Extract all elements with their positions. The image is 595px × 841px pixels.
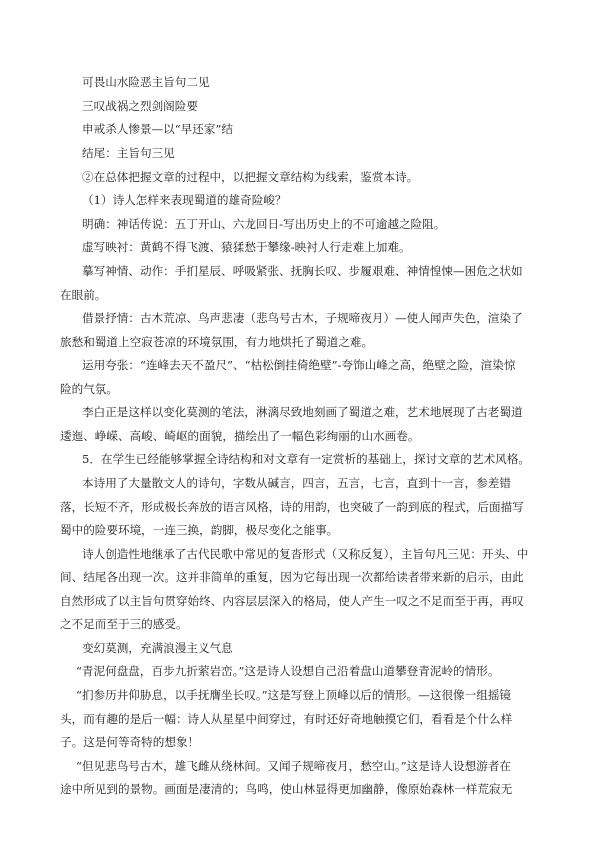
text-line: 诗人创造性地继承了古代民歌中常见的复沓形式（又称反复），主旨句凡三见：开头、中 xyxy=(82,547,529,561)
text-line: ②在总体把握文章的过程中，以把握文章结构为线索，鉴赏本诗。 xyxy=(82,170,419,184)
text-line: “青泥何盘盘，百步九折萦岩峦。”这是诗人设想自己沿着盘山道攀登青泥岭的情形。 xyxy=(76,664,500,678)
text-line: 蜀中的险要环境，一连三换，韵脚，极尽变化之能事。 xyxy=(60,523,339,537)
text-line: 虚写映衬：黄鹤不得飞渡、猿猱愁于攀缘-映衬人行走难上加难。 xyxy=(82,240,411,254)
text-line: 结尾：主旨句三见 xyxy=(82,146,175,160)
text-line: “扪参历井仰胁息，以手抚膺坐长叹。”这是写登上顶峰以后的情形。—这很像一组摇镜 xyxy=(76,688,512,702)
text-line: 险的气氛。 xyxy=(60,382,118,396)
text-line: 5．在学生已经能够掌握全诗结构和对文章有一定赏析的基础上，探讨文章的艺术风格。 xyxy=(82,452,530,466)
text-line: 旅愁和蜀道上空寂苍凉的环境氛围，有力地烘托了蜀道之难。 xyxy=(60,335,374,349)
text-line: 李白正是这样以变化莫测的笔法，淋漓尽致地刻画了蜀道之难，艺术地展现了古老蜀道 xyxy=(82,405,523,419)
text-line: 自然形成了以主旨句贯穿始终、内容层层深入的格局，使人产生一叹之不足而至于再，再叹 xyxy=(60,594,524,608)
text-line: 途中所见到的景物。画面是凄清的；鸟鸣，使山林显得更加幽静，像原始森林一样荒寂无 xyxy=(60,782,513,796)
text-line: 可畏山水险恶主旨句二见 xyxy=(82,75,210,89)
text-line: 逶迤、峥嵘、高峻、崎岖的面貌，描绘出了一幅色彩绚丽的山水画卷。 xyxy=(60,429,420,443)
text-line: 在眼前。 xyxy=(60,288,107,302)
text-line: 借景抒情：古木荒凉、鸟声悲凄（悲鸟号古木，子规啼夜月）—使人闻声失色，渲染了 xyxy=(82,311,523,325)
text-line: 本诗用了大量散文人的诗句，字数从碱言，四言，五言，七言，直到十一言，参差错 xyxy=(82,476,511,490)
text-line: 间、结尾各出现一次。这并非简单的重复，因为它每出现一次都给读者带来新的启示，由此 xyxy=(60,570,524,584)
text-line: 子。这是何等奇特的想象！ xyxy=(60,735,200,749)
text-line: 三叹战祸之烈剑阁险要 xyxy=(82,99,198,113)
text-line: 明确：神话传说：五丁开山、六龙回日-写出历史上的不可逾越之险阻。 xyxy=(82,217,446,231)
text-line: 运用夸张：“连峰去天不盈尺”、“枯松倒挂倚绝壁”-夸饰山峰之高，绝壁之险，渲染惊 xyxy=(82,358,516,372)
text-line: （1）诗人怎样来表现蜀道的雄奇险峻？ xyxy=(82,193,287,207)
text-line: 摹写神情、动作：手扪星辰、呼吸紧张、抚胸长叹、步履艰难、神情惶悚—困危之状如 xyxy=(82,264,523,278)
text-line: “但见悲鸟号古木，雄飞雌从绕林间。又闻子规啼夜月，愁空山。”这是诗人设想游者在 xyxy=(76,759,512,773)
text-line: 申戒杀人惨景—以“早还家”结 xyxy=(82,122,233,136)
text-line: 落，长短不齐，形成极长奔放的语言风格，诗的用韵，也突破了一韵到底的程式，后面描写 xyxy=(60,500,524,514)
text-line: 变幻莫测，充满浪漫主义气息 xyxy=(82,641,233,655)
text-line: 之不足而至于三的感受。 xyxy=(60,617,188,631)
text-line: 头，而有趣的是后一幅：诗人从星星中间穿过，有时还好奇地触摸它们，看看是个什么样 xyxy=(60,712,513,726)
